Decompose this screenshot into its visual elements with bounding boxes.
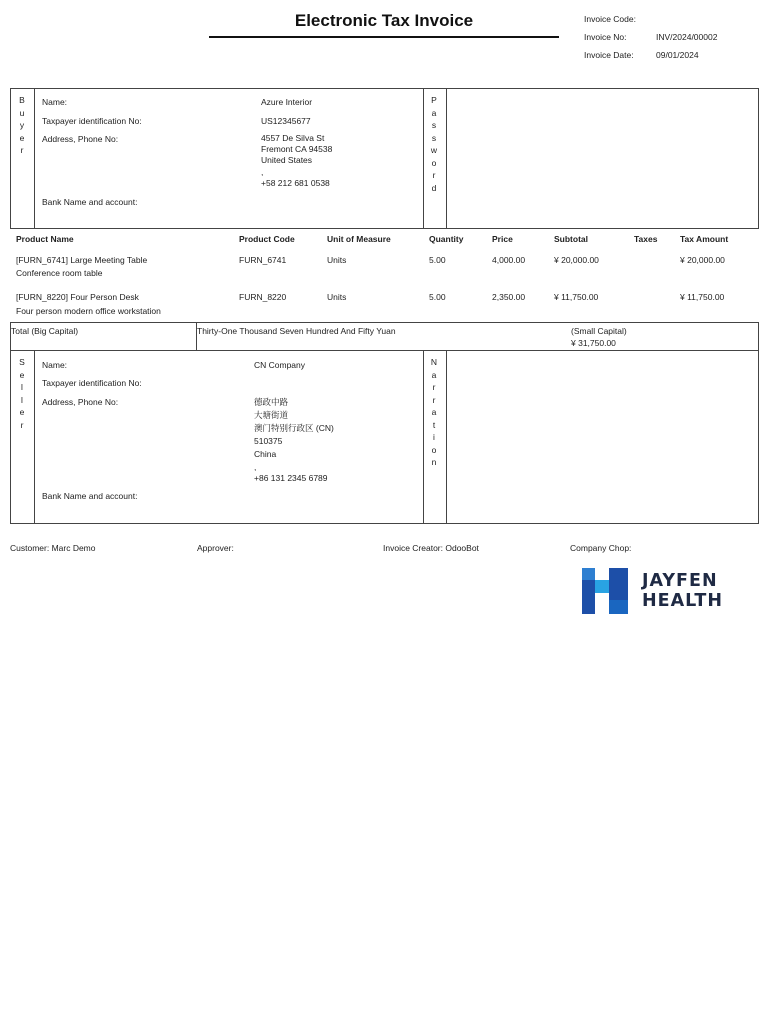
password-divider-right bbox=[446, 89, 447, 228]
vertical-letter: w bbox=[430, 145, 438, 155]
vertical-letter: P bbox=[431, 95, 437, 105]
total-big-label: Total (Big Capital) bbox=[11, 326, 79, 336]
buyer-phone: +58 212 681 0538 bbox=[261, 177, 330, 188]
product-uom: Units bbox=[327, 255, 347, 265]
vertical-letter: u bbox=[19, 107, 25, 118]
company-chop-label: Company Chop: bbox=[570, 543, 632, 553]
col-product-name: Product Name bbox=[16, 234, 74, 244]
buyer-side-label bbox=[11, 94, 33, 157]
invoice-date-label: Invoice Date: bbox=[584, 50, 634, 60]
product-name: [FURN_8220] Four Person Desk bbox=[16, 292, 139, 302]
vertical-letter: r bbox=[432, 394, 436, 405]
vertical-letter: r bbox=[20, 419, 24, 430]
vertical-letter: a bbox=[431, 369, 437, 380]
vertical-letter: r bbox=[20, 145, 24, 155]
seller-section bbox=[10, 350, 759, 524]
product-subtotal: ¥ 11,750.00 bbox=[554, 292, 599, 302]
total-row bbox=[10, 322, 759, 351]
vertical-letter: i bbox=[433, 432, 435, 442]
product-uom: Units bbox=[327, 292, 347, 302]
vertical-letter: s bbox=[431, 132, 437, 143]
invoice-date-value: 09/01/2024 bbox=[656, 50, 699, 60]
logo-line-1: JAYFEN bbox=[642, 571, 718, 591]
logo-h-icon bbox=[580, 566, 632, 616]
seller-address-label: Address, Phone No: bbox=[42, 397, 119, 407]
approver-signature: Approver: bbox=[197, 543, 234, 553]
buyer-address-label: Address, Phone No: bbox=[42, 134, 119, 144]
seller-phone: +86 131 2345 6789 bbox=[254, 473, 328, 483]
buyer-address-line: 4557 De Silva St bbox=[261, 133, 325, 143]
buyer-section bbox=[10, 88, 759, 229]
seller-address-line: 510375 bbox=[254, 436, 283, 446]
buyer-address-line: United States bbox=[261, 155, 313, 166]
vertical-letter: s bbox=[431, 120, 437, 130]
buyer-name-label: Name: bbox=[42, 97, 68, 107]
product-quantity: 5.00 bbox=[429, 292, 446, 302]
vertical-letter: t bbox=[432, 419, 436, 430]
product-subtotal: ¥ 20,000.00 bbox=[554, 255, 599, 265]
buyer-tax-value: US12345677 bbox=[261, 116, 311, 126]
vertical-letter: l bbox=[21, 382, 23, 392]
buyer-divider bbox=[34, 89, 35, 228]
product-code: FURN_8220 bbox=[239, 292, 287, 302]
col-taxes: Taxes bbox=[634, 234, 658, 244]
product-tax-amount: ¥ 11,750.00 bbox=[680, 292, 725, 302]
product-code: FURN_6741 bbox=[239, 255, 287, 265]
seller-address-line: , bbox=[254, 462, 257, 472]
vertical-letter: y bbox=[19, 120, 25, 130]
product-quantity: 5.00 bbox=[429, 255, 446, 265]
vertical-letter: S bbox=[19, 357, 25, 367]
product-tax-amount: ¥ 20,000.00 bbox=[680, 255, 725, 265]
seller-address-line: China bbox=[254, 449, 277, 459]
vertical-letter: N bbox=[430, 357, 438, 367]
col-subtotal: Subtotal bbox=[554, 234, 588, 244]
total-small-value: ¥ 31,750.00 bbox=[571, 338, 616, 348]
narration-side-label bbox=[423, 356, 445, 469]
seller-address-line: 大塘街道 bbox=[254, 410, 289, 420]
vertical-letter: l bbox=[21, 394, 23, 405]
invoice-no-label: Invoice No: bbox=[584, 32, 627, 42]
company-logo bbox=[580, 566, 730, 616]
seller-address-line: 德政中路 bbox=[254, 397, 289, 407]
customer-signature: Customer: Marc Demo bbox=[10, 543, 96, 553]
total-big-value: Thirty-One Thousand Seven Hundred And Fifty Yuan bbox=[197, 326, 396, 336]
logo-text bbox=[642, 571, 723, 611]
buyer-address-block bbox=[261, 133, 332, 189]
title-underline bbox=[209, 36, 559, 38]
product-price: 4,000.00 bbox=[492, 255, 526, 265]
invoice-no-value: INV/2024/00002 bbox=[656, 32, 718, 42]
buyer-address-line: , bbox=[261, 166, 264, 177]
vertical-letter: e bbox=[19, 132, 25, 143]
vertical-letter: a bbox=[431, 407, 437, 417]
invoice-title: Electronic Tax Invoice bbox=[294, 11, 474, 30]
col-unit-of-measure: Unit of Measure bbox=[327, 234, 391, 244]
buyer-name-value: Azure Interior bbox=[261, 97, 313, 107]
vertical-letter: r bbox=[432, 170, 436, 180]
seller-address-block bbox=[254, 396, 334, 485]
product-price: 2,350.00 bbox=[492, 292, 526, 302]
buyer-tax-label: Taxpayer identification No: bbox=[42, 116, 142, 126]
vertical-letter: e bbox=[19, 369, 25, 380]
invoice-code-label: Invoice Code: bbox=[584, 14, 636, 24]
seller-divider bbox=[34, 351, 35, 523]
col-quantity: Quantity bbox=[429, 234, 464, 244]
seller-side-label bbox=[11, 356, 33, 431]
product-name: [FURN_6741] Large Meeting Table bbox=[16, 255, 148, 265]
logo-line-2: HEALTH bbox=[642, 591, 723, 611]
seller-name-value: CN Company bbox=[254, 360, 306, 370]
vertical-letter: o bbox=[431, 444, 437, 455]
buyer-bank-label: Bank Name and account: bbox=[42, 197, 138, 207]
seller-name-label: Name: bbox=[42, 360, 68, 370]
vertical-letter: B bbox=[19, 95, 25, 105]
total-small-label: (Small Capital) bbox=[571, 326, 627, 336]
vertical-letter: d bbox=[431, 182, 437, 193]
password-side-label bbox=[423, 94, 445, 194]
seller-bank-label: Bank Name and account: bbox=[42, 491, 138, 501]
narration-divider-right bbox=[446, 351, 447, 523]
vertical-letter: e bbox=[19, 407, 25, 417]
buyer-address-line: Fremont CA 94538 bbox=[261, 144, 333, 155]
product-description: Four person modern office workstation bbox=[16, 306, 161, 316]
vertical-letter: o bbox=[431, 157, 437, 168]
invoice-creator: Invoice Creator: OdooBot bbox=[383, 543, 479, 553]
seller-tax-label: Taxpayer identification No: bbox=[42, 378, 142, 388]
col-product-code: Product Code bbox=[239, 234, 295, 244]
product-description: Conference room table bbox=[16, 268, 103, 278]
vertical-letter: r bbox=[432, 382, 436, 392]
col-tax-amount: Tax Amount bbox=[680, 234, 729, 244]
col-price: Price bbox=[492, 234, 513, 244]
seller-address-line: 澳门特别行政区 (CN) bbox=[254, 423, 334, 433]
vertical-letter: a bbox=[431, 107, 437, 118]
vertical-letter: n bbox=[431, 457, 437, 467]
